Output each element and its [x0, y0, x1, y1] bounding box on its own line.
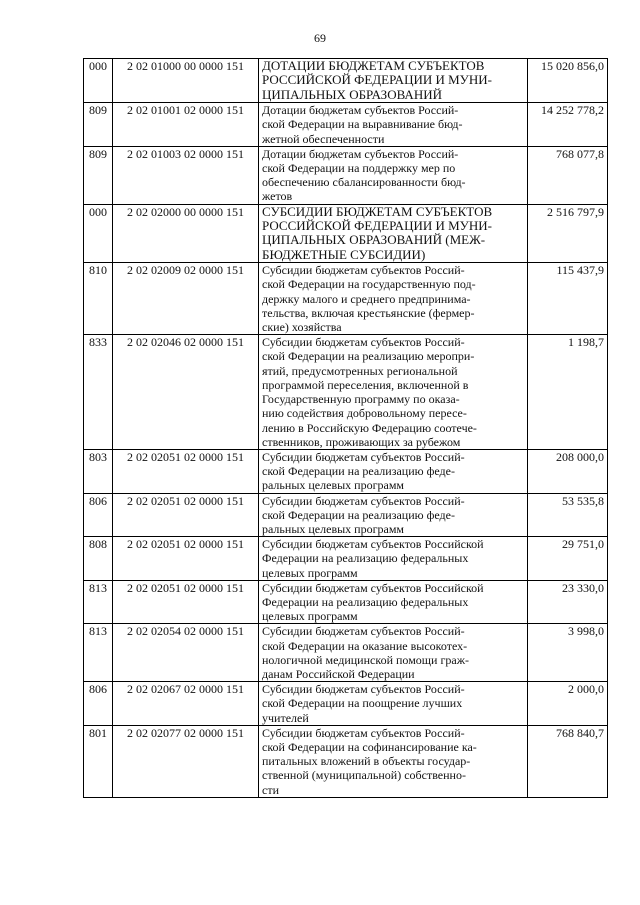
revenue-name-line: ские) хозяйства [262, 320, 342, 335]
table-row [84, 335, 608, 450]
revenue-name-line: жетной обеспеченности [262, 131, 385, 146]
amount-cell: 53 535,8 [528, 493, 608, 537]
amount-cell: 1 198,7 [528, 335, 608, 450]
budget-code-cell: 2 02 01000 00 0000 151 [113, 59, 259, 103]
amount-cell: 2 516 797,9 [528, 204, 608, 263]
budget-table-body [84, 59, 608, 798]
revenue-name-line: РОССИЙСКОЙ ФЕДЕРАЦИИ И МУНИ- [262, 72, 492, 88]
revenue-name-line: Государственную программу по оказа- [262, 392, 460, 407]
revenue-name-line: СУБСИДИИ БЮДЖЕТАМ СУБЪЕКТОВ [262, 203, 493, 219]
amount-cell: 15 020 856,0 [528, 59, 608, 103]
revenue-name-line: Дотации бюджетам субъектов Россий- [262, 146, 459, 161]
revenue-name-cell [259, 204, 528, 263]
revenue-name-line: лению в Российскую Федерацию соотече- [262, 420, 477, 435]
revenue-name-cell [259, 103, 528, 147]
revenue-name-line: ственников, проживающих за рубежом [262, 434, 461, 449]
revenue-name-line: ДОТАЦИИ БЮДЖЕТАМ СУБЪЕКТОВ [262, 58, 485, 73]
revenue-name-line: ской Федерации на реализацию феде- [262, 464, 455, 479]
admin-code-cell: 809 [84, 103, 113, 147]
budget-code-cell: 2 02 02000 00 0000 151 [113, 204, 259, 263]
revenue-name-cell [259, 725, 528, 797]
budget-code-cell: 2 02 02051 02 0000 151 [113, 537, 259, 581]
revenue-name-line: ской Федерации на выравнивание бюд- [262, 117, 463, 132]
revenue-name-line: Федерации на реализацию федеральных [262, 594, 469, 609]
revenue-name-cell [259, 449, 528, 493]
table-row [84, 103, 608, 147]
revenue-name-line: обеспечению сбалансированности бюд- [262, 175, 466, 190]
revenue-name-line: Субсидии бюджетам субъектов Россий- [262, 624, 465, 639]
revenue-name-cell [259, 682, 528, 726]
revenue-name-line: БЮДЖЕТНЫЕ СУБСИДИИ) [262, 246, 426, 262]
revenue-name-line: питальных вложений в объекты государ- [262, 754, 471, 769]
revenue-name-line: сти [262, 782, 279, 797]
table-row [84, 493, 608, 537]
revenue-name-line: Субсидии бюджетам субъектов Российской [262, 537, 484, 552]
revenue-name-line: Субсидии бюджетам субъектов Россий- [262, 493, 465, 508]
amount-cell: 768 077,8 [528, 146, 608, 204]
table-row [84, 449, 608, 493]
admin-code-cell: 806 [84, 493, 113, 537]
table-row [84, 146, 608, 204]
admin-code-cell: 833 [84, 335, 113, 450]
admin-code-cell: 813 [84, 624, 113, 682]
revenue-name-line: целевых программ [262, 609, 358, 624]
revenue-name-line: Субсидии бюджетам субъектов Россий- [262, 682, 465, 697]
amount-cell: 3 998,0 [528, 624, 608, 682]
budget-code-cell: 2 02 02077 02 0000 151 [113, 725, 259, 797]
revenue-name-line: ской Федерации на софинансирование ка- [262, 739, 477, 754]
admin-code-cell: 813 [84, 580, 113, 624]
revenue-name-line: тельства, включая крестьянские (фермер- [262, 305, 475, 320]
table-row [84, 263, 608, 335]
table-row [84, 624, 608, 682]
revenue-name-line: Дотации бюджетам субъектов Россий- [262, 103, 459, 118]
revenue-name-line: держку малого и среднего предпринима- [262, 291, 471, 306]
admin-code-cell: 806 [84, 682, 113, 726]
table-row [84, 537, 608, 581]
budget-code-cell: 2 02 02051 02 0000 151 [113, 580, 259, 624]
admin-code-cell: 000 [84, 204, 113, 263]
revenue-name-cell [259, 580, 528, 624]
budget-code-cell: 2 02 01003 02 0000 151 [113, 146, 259, 204]
amount-cell: 14 252 778,2 [528, 103, 608, 147]
revenue-name-cell [259, 263, 528, 335]
budget-code-cell: 2 02 02051 02 0000 151 [113, 449, 259, 493]
budget-code-cell: 2 02 02046 02 0000 151 [113, 335, 259, 450]
amount-cell: 115 437,9 [528, 263, 608, 335]
amount-cell: 23 330,0 [528, 580, 608, 624]
revenue-name-line: Субсидии бюджетам субъектов Российской [262, 580, 484, 595]
revenue-name-cell [259, 493, 528, 537]
admin-code-cell: 808 [84, 537, 113, 581]
table-row-section-total [84, 59, 608, 103]
table-row-section-total [84, 204, 608, 263]
revenue-name-line: ской Федерации на реализацию меропри- [262, 349, 475, 364]
revenue-name-line: Субсидии бюджетам субъектов Россий- [262, 725, 465, 740]
amount-cell: 2 000,0 [528, 682, 608, 726]
revenue-name-line: ской Федерации на поддержку мер по [262, 161, 456, 176]
table-row [84, 682, 608, 726]
revenue-name-line: ЦИПАЛЬНЫХ ОБРАЗОВАНИЙ [262, 86, 442, 102]
revenue-name-line: Субсидии бюджетам субъектов Россий- [262, 335, 465, 350]
table-row [84, 725, 608, 797]
budget-code-cell: 2 02 01001 02 0000 151 [113, 103, 259, 147]
revenue-name-line: Субсидии бюджетам субъектов Россий- [262, 449, 465, 464]
revenue-name-line: Федерации на реализацию федеральных [262, 551, 469, 566]
revenue-name-line: целевых программ [262, 565, 358, 580]
revenue-name-line: ской Федерации на реализацию феде- [262, 507, 455, 522]
budget-code-cell: 2 02 02054 02 0000 151 [113, 624, 259, 682]
revenue-name-cell [259, 335, 528, 450]
revenue-name-line: ятий, предусмотренных региональной [262, 363, 458, 378]
admin-code-cell: 810 [84, 263, 113, 335]
revenue-name-line: программой переселения, включенной в [262, 377, 469, 392]
revenue-name-line: ственной (муниципальной) собственно- [262, 768, 466, 783]
amount-cell: 29 751,0 [528, 537, 608, 581]
revenue-name-cell [259, 624, 528, 682]
page-number: 69 [314, 31, 326, 45]
revenue-name-line: ральных целевых программ [262, 521, 405, 536]
budget-code-cell: 2 02 02067 02 0000 151 [113, 682, 259, 726]
budget-table [83, 58, 608, 798]
table-row [84, 580, 608, 624]
admin-code-cell: 809 [84, 146, 113, 204]
amount-cell: 768 840,7 [528, 725, 608, 797]
admin-code-cell: 000 [84, 59, 113, 103]
revenue-name-line: нологичной медицинской помощи граж- [262, 652, 469, 667]
revenue-name-line: жетов [262, 189, 293, 204]
revenue-name-line: РОССИЙСКОЙ ФЕДЕРАЦИИ И МУНИ- [262, 218, 492, 234]
revenue-name-line: ской Федерации на государственную под- [262, 277, 476, 292]
revenue-name-line: нию содействия добровольному пересе- [262, 406, 467, 421]
amount-cell: 208 000,0 [528, 449, 608, 493]
revenue-name-line: учителей [262, 710, 309, 725]
revenue-name-line: Субсидии бюджетам субъектов Россий- [262, 263, 465, 278]
revenue-name-cell [259, 146, 528, 204]
revenue-name-line: данам Российской Федерации [262, 666, 415, 681]
admin-code-cell: 803 [84, 449, 113, 493]
revenue-name-cell [259, 537, 528, 581]
revenue-name-line: ЦИПАЛЬНЫХ ОБРАЗОВАНИЙ (МЕЖ- [262, 232, 486, 248]
revenue-name-line: ской Федерации на поощрение лучших [262, 696, 463, 711]
admin-code-cell: 801 [84, 725, 113, 797]
revenue-name-line: ральных целевых программ [262, 478, 405, 493]
budget-code-cell: 2 02 02051 02 0000 151 [113, 493, 259, 537]
revenue-name-line: ской Федерации на оказание высокотех- [262, 638, 468, 653]
revenue-name-cell [259, 59, 528, 103]
budget-code-cell: 2 02 02009 02 0000 151 [113, 263, 259, 335]
